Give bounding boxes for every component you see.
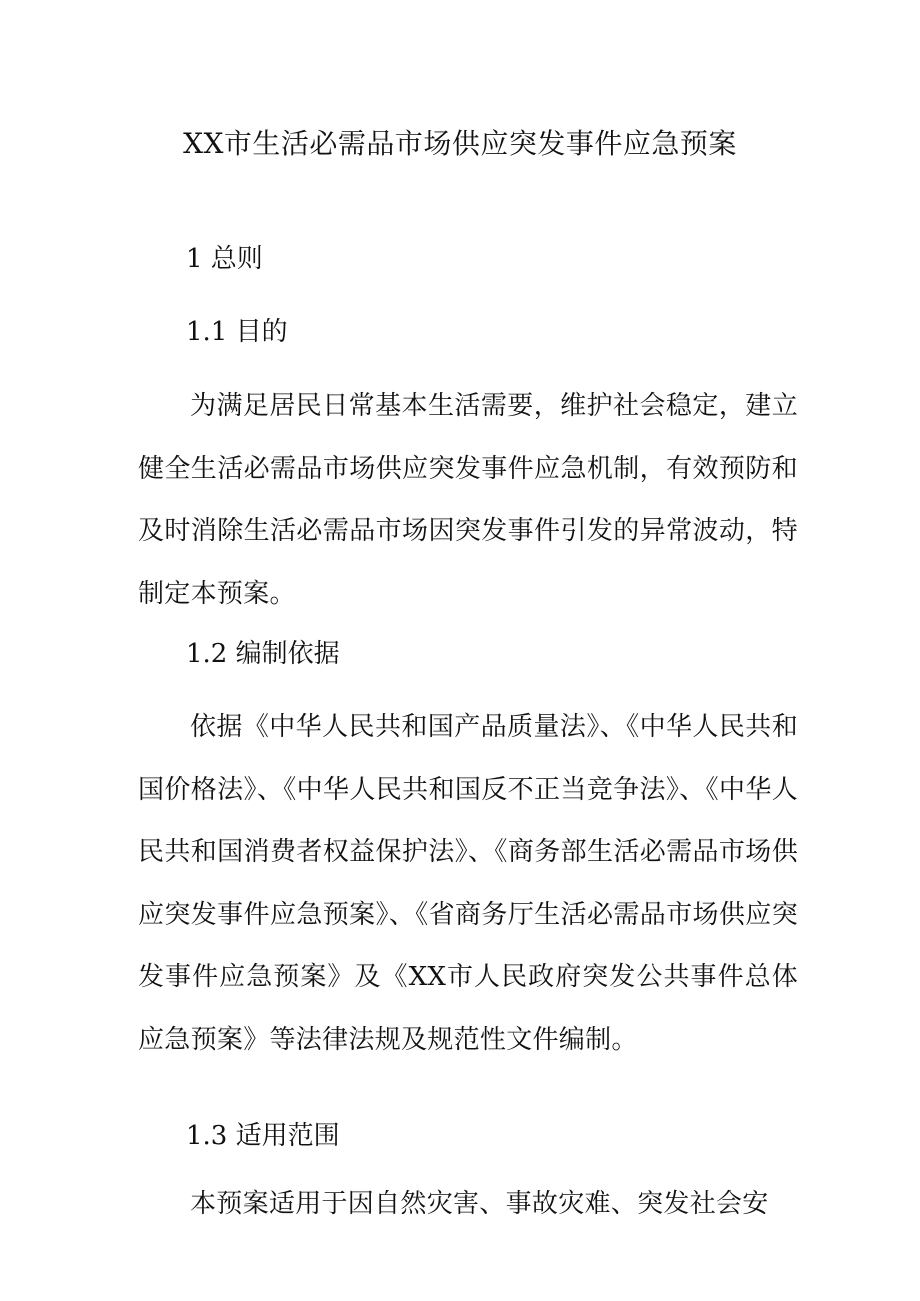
section-heading-scope: 1.3 适用范围	[186, 1121, 340, 1151]
scope-paragraph: 本预案适用于因自然灾害、事故灾难、突发社会安	[190, 1189, 769, 1219]
purpose-paragraph: 为满足居民日常基本生活需要，维护社会稳定，建立健全生活必需品市场供应突发事件应急机制，有效预防和及时消除生活必需品市场因突发事件引发的异常波动，特制定本预案。	[138, 391, 798, 609]
basis-paragraph: 依据《中华人民共和国产品质量法》、《中华人民共和国价格法》、《中华人民共和国反不正当竞争法》、《中华人民共和国消费者权益保护法》、《商务部生活必需品市场供应突发事件应急预案》、《省商务厅生活必需品市场供应突发事件应急预案》及《XX市人民政府突发公共事件总体应急预案》等法律法规及规范性文件编制。	[138, 712, 798, 1055]
section-heading-general: 1 总则	[186, 244, 263, 274]
section-heading-basis: 1.2 编制依据	[186, 639, 340, 669]
section-heading-purpose: 1.1 目的	[186, 317, 288, 347]
document-title: XX市生活必需品市场供应突发事件应急预案	[183, 127, 737, 160]
